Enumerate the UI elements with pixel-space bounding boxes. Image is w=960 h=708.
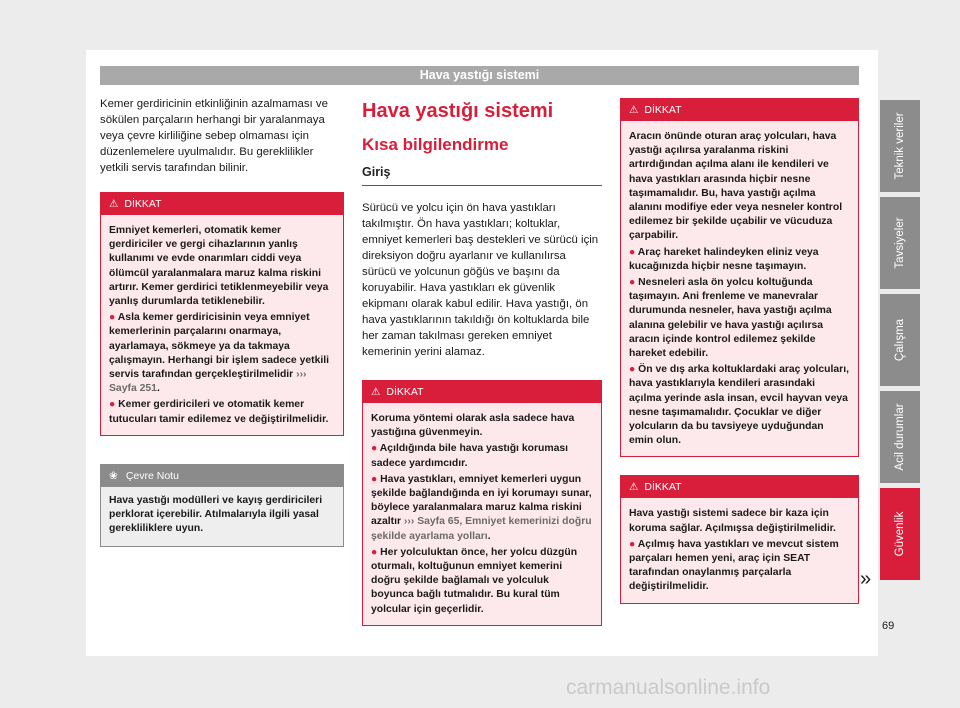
warning-lead: Hava yastığı sistemi sadece bir kaza için koruma sağlar. Açılmışsa değiştirilmelidir. xyxy=(629,508,836,534)
warning-bullet-text: Açıldığında bile hava yastığı koruması sadece yardımcıdır. xyxy=(371,443,569,469)
watermark: carmanualsonline.info xyxy=(566,676,771,699)
note-heading xyxy=(101,465,343,487)
warning-lead: Emniyet kemerleri, otomatik kemer gerdiriciler ve gergi cihazlarının yanlış kullanımı ve evde onarımları ciddi veya ölümcül yaralanmalara maruz kalma riskini artırır. Kemer gerdirici tetiklenmeyebilir veya yanlış durumlarda tetiklenebilir. xyxy=(109,225,329,308)
warning-heading xyxy=(621,476,858,498)
column-3 xyxy=(620,96,859,604)
leaf-icon: ❀ xyxy=(109,469,118,482)
warning-bullet xyxy=(371,442,593,470)
section-subtitle: Kısa bilgilendirme xyxy=(362,135,509,154)
page-reference-link[interactable]: ››› Sayfa 65, Emniyet kemerinizi doğru şekilde ayarlama yolları xyxy=(371,516,592,542)
warning-bullet xyxy=(629,246,850,274)
tab-label: Güvenlik xyxy=(894,511,906,557)
warning-bullet-text: Her yolculuktan önce, her yolcu düzgün oturmalı, koltuğunun emniyet kemerini doğru şekilde bağlamalı ve yolculuk boyunca bağlı tutmalıdır. Bu kural tüm yolcular için geçerlidir. xyxy=(371,546,578,615)
warning-bullet xyxy=(629,538,850,595)
warning-heading-label: DİKKAT xyxy=(386,386,424,398)
bullet-icon: ● xyxy=(109,312,118,324)
warning-heading-label: DİKKAT xyxy=(644,481,682,494)
tab-label: Teknik veriler xyxy=(894,112,906,180)
column-1 xyxy=(100,96,344,547)
warning-body xyxy=(621,498,858,602)
tab-label: Çalışma xyxy=(894,318,906,362)
bullet-icon: ● xyxy=(371,443,380,455)
chapter-title: Hava yastığı sistemi xyxy=(362,100,554,122)
bullet-icon: ● xyxy=(109,399,119,411)
warning-bullet-text: Açılmış hava yastıkları ve mevcut sistem parçaları hemen yeni, araç için SEAT tarafından onaylanmış parçalarla değiştirilmelidir. xyxy=(629,538,839,593)
warning-triangle-icon: ⚠ xyxy=(109,198,119,210)
tab-calisma[interactable] xyxy=(880,294,920,386)
warning-bullet xyxy=(371,546,593,617)
warning-bullet xyxy=(629,276,850,361)
continue-arrow-icon: » xyxy=(860,568,872,590)
body-paragraph: Sürücü ve yolcu için ön hava yastıkları takılmıştır. Ön hava yastıkları; koltuklar, emniyet kemerleri baş destekleri ve sürücü için direksiyon doğru ayarlanır ve kullanılırsa sürücü ve yolcunun göğüs ve başını da koruyabilir. Hava yastıkları ek güvenlik ekipmanı olarak kabul edilir. Hava yastığı, ön hava yastıklarının takıldığı ön koltuklarda bile her zaman takılması gereken emniyet kemerinin yerini alamaz. xyxy=(362,202,599,358)
tab-teknik-veriler[interactable] xyxy=(880,100,920,192)
warning-bullet-text: Araç hareket halindeyken eliniz veya kucağınızda hiçbir nesne taşımayın. xyxy=(629,246,819,272)
bullet-icon: ● xyxy=(629,538,638,550)
environment-note-box xyxy=(100,464,344,548)
page-number: 69 xyxy=(882,620,895,632)
warning-lead: Koruma yöntemi olarak asla sadece hava yastığına güvenmeyin. xyxy=(371,413,575,439)
warning-bullet-text: Asla kemer gerdiricisinin veya emniyet kemerlerinin parçalarını onarmaya, ayarlamaya, sökmeye ya da takmaya çalışmayın. Herhangi bir işlem sadece yetkili servis tarafından gerçekleştirilmelidir xyxy=(109,312,330,381)
warning-box xyxy=(620,475,859,603)
page-header: Hava yastığı sistemi xyxy=(100,66,859,85)
warning-heading xyxy=(363,381,601,403)
tab-acil-durumlar[interactable] xyxy=(880,391,920,483)
warning-heading xyxy=(621,99,858,121)
bullet-icon: ● xyxy=(371,473,381,485)
warning-body xyxy=(101,215,343,435)
warning-bullet: ● Hava yastıkları, emniyet kemerleri uygun şekilde bağlandığında en iyi korumayı sunar, böylece yaralanmalara maruz kalma riskini azaltır ››› Sayfa 65, Emniyet kemerinizi doğru şekilde ayarlama yolları. xyxy=(371,473,592,542)
warning-bullet-text: Ön ve dış arka koltuklardaki araç yolcuları, hava yastıklarıyla kendileri arasındaki açılma yerinde asla insan, evcil hayvan veya nesne taşımamalıdır. Çocuklar ve diğer yolcuların da bu tavsiyeye uyduğundan emin olun. xyxy=(629,364,849,447)
warning-bullet-text: Nesneleri asla ön yolcu koltuğunda taşımayın. Ani frenleme ve manevralar durumunda nesneler, hava yastığı açılma alanına gelebilir ve hava yastığı açılırsa aracın içinde kontrol edilemez şekilde hareket edebilir. xyxy=(629,277,832,360)
tab-label: Acil durumlar xyxy=(894,403,906,471)
warning-box xyxy=(362,380,602,626)
warning-box xyxy=(620,98,859,457)
warning-body xyxy=(621,121,858,456)
bullet-icon: ● xyxy=(371,546,381,558)
warning-heading xyxy=(101,193,343,215)
warning-triangle-icon: ⚠ xyxy=(371,386,381,398)
warning-bullet-text: Kemer gerdiricileri ve otomatik kemer tutucuları tamir edilemez ve değiştirilmelidir. xyxy=(109,399,329,425)
warning-triangle-icon: ⚠ xyxy=(629,481,639,494)
warning-heading-label: DİKKAT xyxy=(124,198,162,210)
bullet-icon: ● xyxy=(629,246,638,258)
column-2 xyxy=(362,96,602,626)
tab-tavsiyeler[interactable] xyxy=(880,197,920,289)
warning-box xyxy=(100,192,344,436)
bullet-icon: ● xyxy=(629,277,639,289)
intro-paragraph: Kemer gerdiricinin etkinliğinin azalmaması ve sökülen parçaların herhangi bir yaralanmaya veya çevre kirliliğine sebep olmaması için düzenlemelere uyulmalıdır. Bu gereklilikler yetkili servis tarafından bilinir. xyxy=(100,98,328,174)
warning-triangle-icon: ⚠ xyxy=(629,104,639,116)
bullet-icon: ● xyxy=(629,364,639,376)
page-reference-link[interactable]: ››› Sayfa 251 xyxy=(109,369,307,395)
warning-lead: Aracın önünde oturan araç yolcuları, hava yastığı açılırsa yaralanma riskini artırdığından açılma alanı ile kendileri ve hava yastıkları arasında hiçbir nesne taşımamalıdır. Bu, hava yastığı açılma alanını modifiye eder veya nesneler kontrol edilemez bir şekilde uçabilir ve vücuduza çarpabilir. xyxy=(629,131,843,242)
warning-bullet xyxy=(109,398,335,426)
warning-body xyxy=(363,403,601,625)
warning-bullet xyxy=(629,363,850,448)
note-heading-label: Çevre Notu xyxy=(125,469,179,482)
warning-bullet: ● Asla kemer gerdiricisinin veya emniyet kemerlerinin parçalarını onarmaya, ayarlamaya, sökmeye ya da takmaya çalışmayın. Herhangi bir işlem sadece yetkili servis tarafından gerçekleştirilmelidir ››› Sayfa 251. xyxy=(109,312,330,395)
tab-label: Tavsiyeler xyxy=(894,217,906,269)
warning-heading-label: DİKKAT xyxy=(644,104,682,116)
tab-guvenlik[interactable] xyxy=(880,488,920,580)
warning-bullet-text: Hava yastıkları, emniyet kemerleri uygun şekilde bağlandığında en iyi korumayı sunar, böylece yaralanmalara maruz kalma riskini azaltır xyxy=(371,473,592,528)
section-heading: Giriş xyxy=(362,165,602,186)
note-body: Hava yastığı modülleri ve kayış gerdiricileri perklorat içerebilir. Atılmalarıyla ilgili yasal gerekliliklere uyun. xyxy=(109,494,323,535)
